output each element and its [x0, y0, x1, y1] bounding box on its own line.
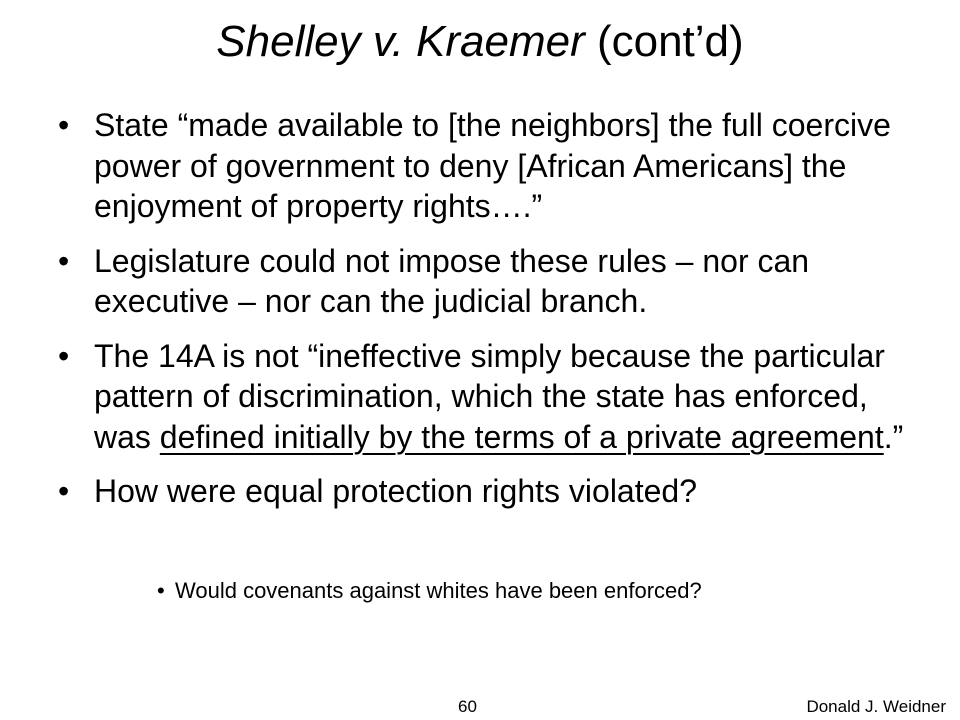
bullet-marker: • — [58, 473, 70, 509]
bullet-text: How were equal protection rights violated? — [94, 473, 697, 509]
bullet-item — [52, 336, 932, 458]
bullet-marker: • — [58, 107, 70, 143]
title-suffix: (cont’d) — [584, 17, 744, 66]
bullet-text — [94, 338, 903, 455]
bullet-marker: • — [58, 337, 70, 374]
underlined-phrase: defined initially by the terms of a private agreement — [159, 418, 884, 455]
sub-bullet-list — [153, 576, 960, 606]
sub-bullet-container — [153, 576, 960, 606]
sub-bullet-marker: • — [157, 578, 165, 603]
sub-bullet-text: Would covenants against whites have been enforced? — [175, 578, 702, 603]
slide-title — [0, 14, 960, 70]
bullet-text: Legislature could not impose these rules – nor can executive – nor can the judicial branch. — [94, 242, 810, 319]
bullet-item — [52, 105, 932, 227]
case-name: Shelley v. Kraemer — [216, 17, 585, 66]
author-name: Donald J. Weidner — [806, 697, 946, 716]
quote-text: The 14A is not “ineffective simply because the particular pattern of discrimination, which the state has enforced, was — [94, 337, 885, 455]
sub-bullet-item — [153, 576, 960, 606]
quote-end: .” — [883, 418, 904, 455]
bullet-item — [52, 471, 932, 512]
bullet-text: State “made available to [the neighbors] the full coercive power of government to deny [African Americans] the enjoyment of property rights….” — [94, 107, 891, 224]
bullet-item — [52, 241, 932, 322]
bullet-marker: • — [58, 242, 70, 279]
page-number: 60 — [458, 697, 477, 716]
bullet-list — [52, 105, 932, 526]
